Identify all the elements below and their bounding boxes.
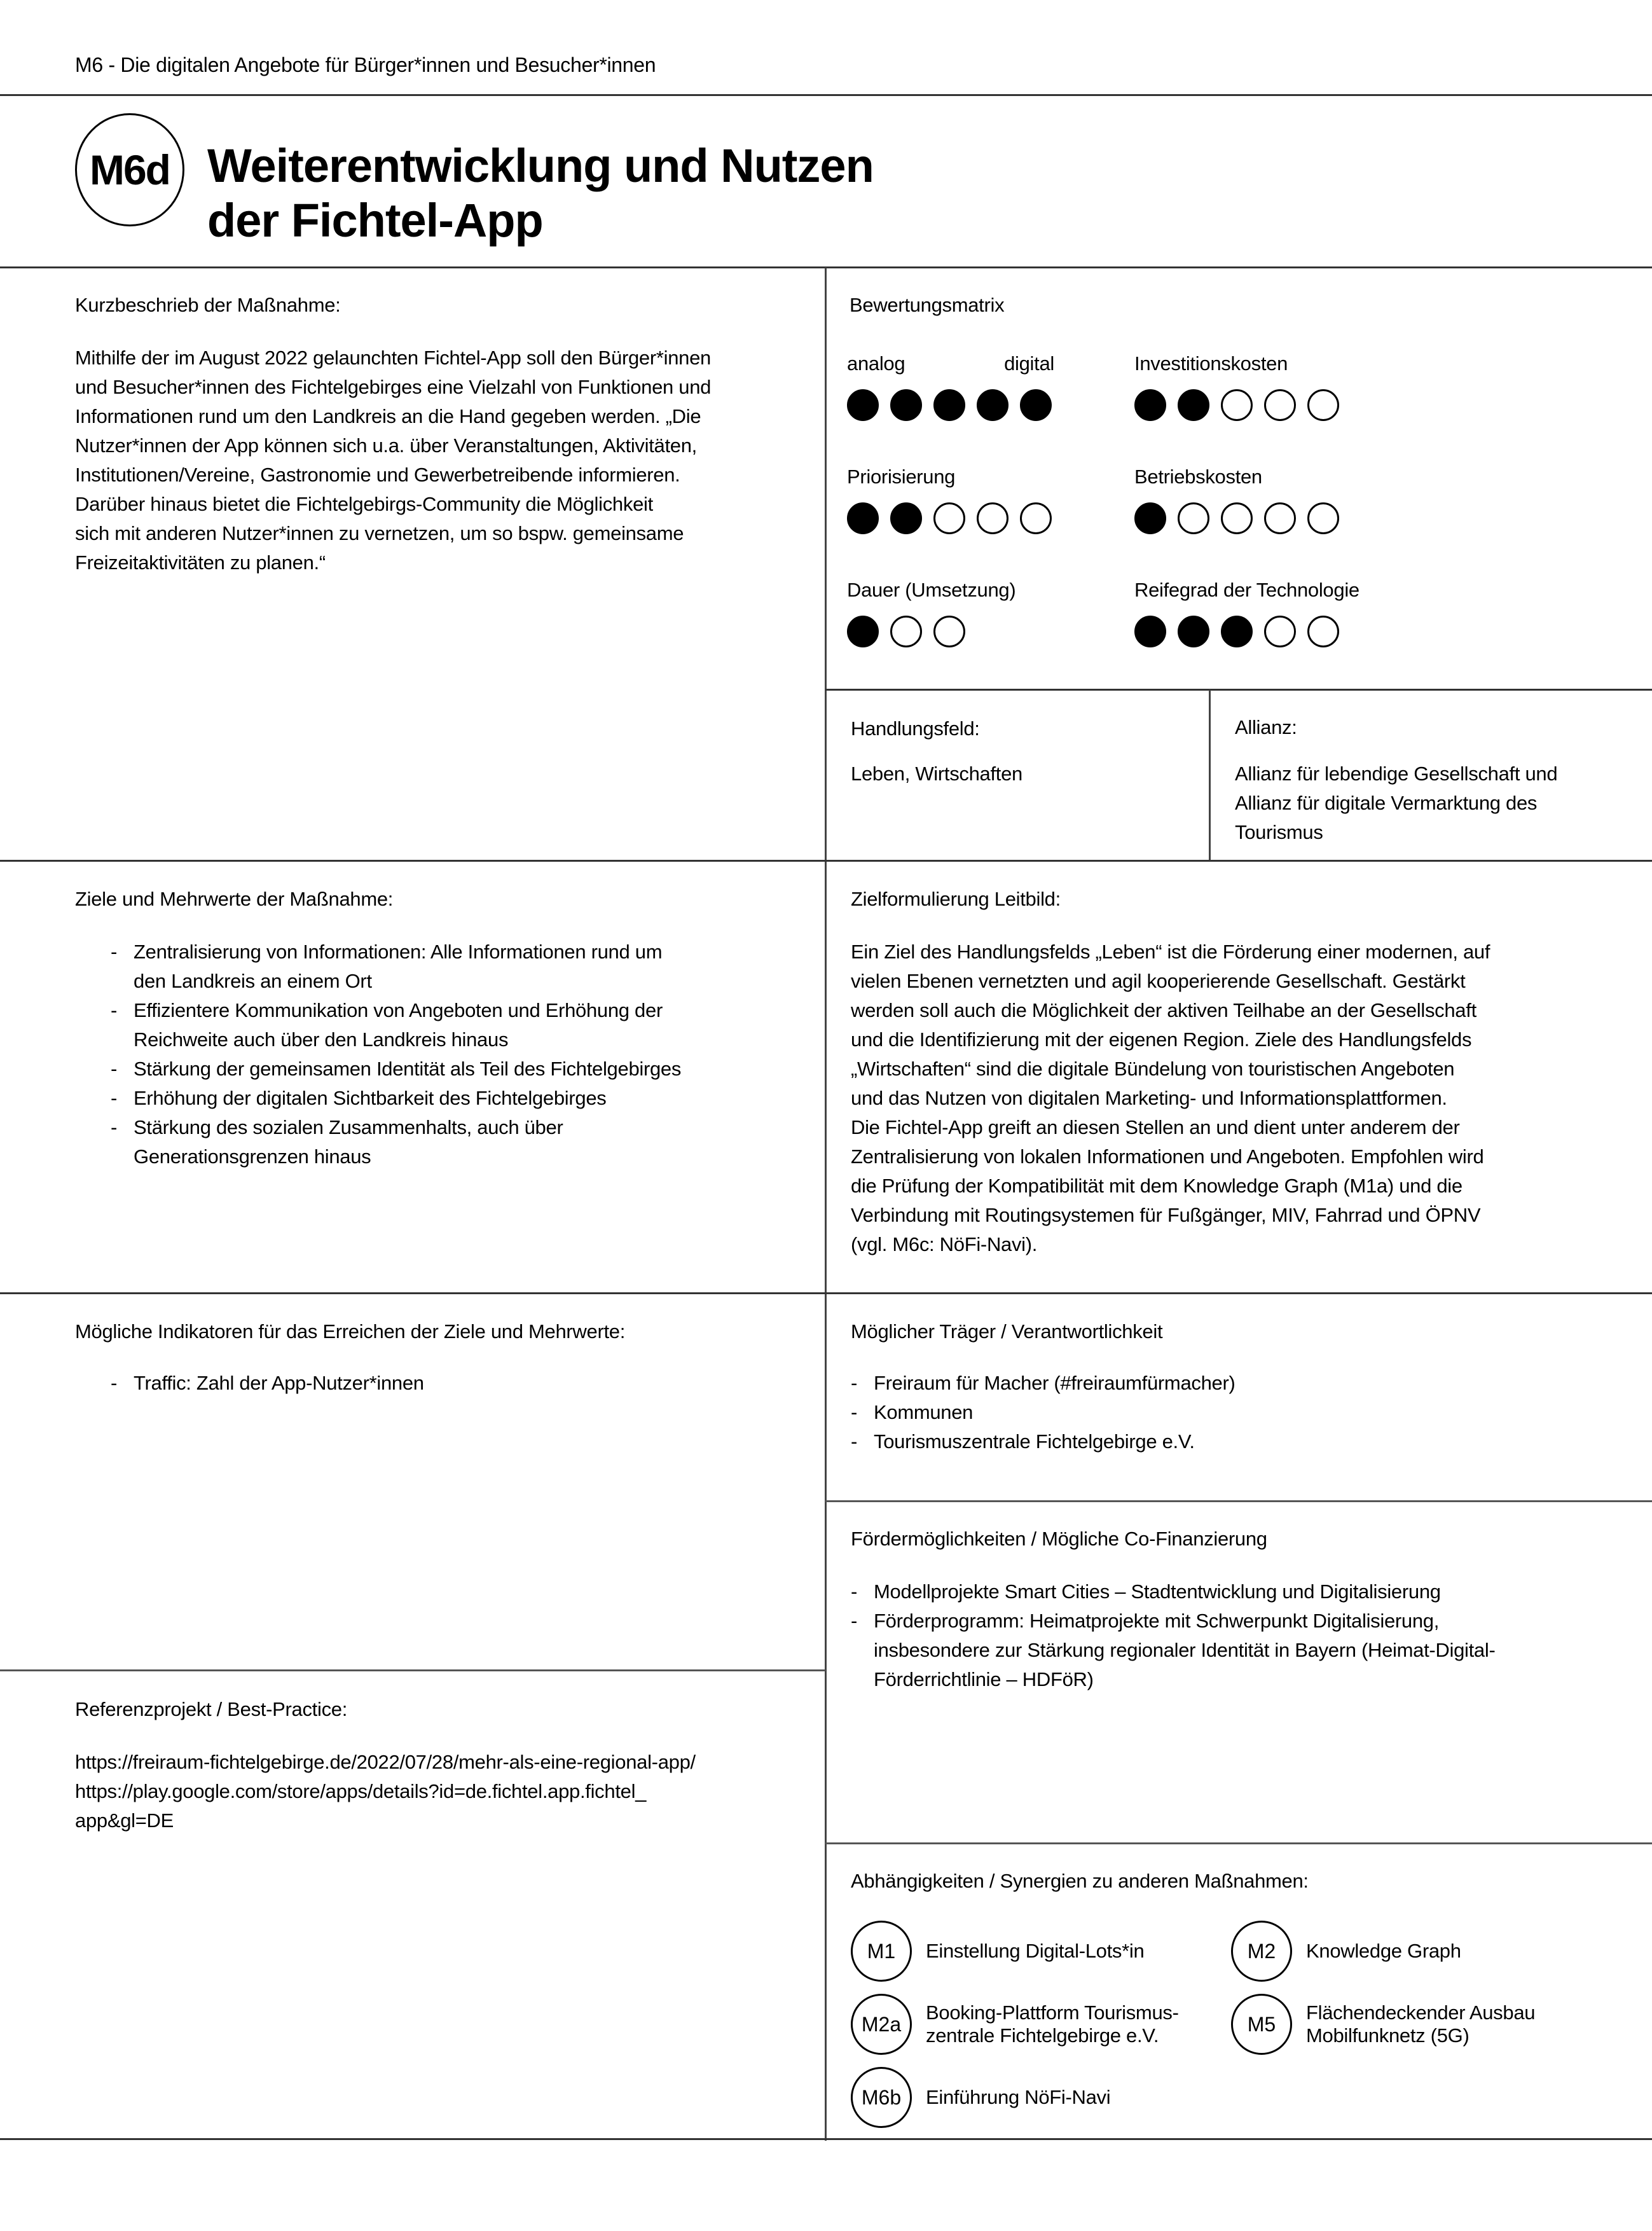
rating-dots bbox=[847, 616, 1015, 647]
criterion-label: Reifegrad der Technologie bbox=[1134, 579, 1359, 601]
criterion-label: Investitionskosten bbox=[1134, 352, 1288, 375]
divider bbox=[0, 1292, 1652, 1294]
list-item: - Förderprogramm: Heimatprojekte mit Schwerpunkt Digitalisierung, insbesondere zur Stärkung regionaler Identität in Bayern (Heimat-Digital- Förderrichtlinie – HDFöR) bbox=[851, 1606, 1639, 1694]
rating-dot-filled bbox=[933, 389, 965, 421]
reference-link-freiraum[interactable]: https://freiraum-fichtelgebirge.de/2022/07/28/mehr-als-eine-regional-app/ bbox=[75, 1751, 696, 1773]
text-line: Tourismus bbox=[1235, 821, 1323, 843]
rating-dots bbox=[1134, 502, 1339, 534]
section-heading: Fördermöglichkeiten / Mögliche Co-Finanzierung bbox=[851, 1528, 1267, 1550]
section-bewertungsmatrix bbox=[847, 294, 1638, 675]
reference-link-playstore[interactable]: https://play.google.com/store/apps/details?id=de.fichtel.app.fichtel_ app&gl=DE bbox=[75, 1780, 647, 1832]
criterion-betriebskosten bbox=[1134, 466, 1339, 534]
text-line: Darüber hinaus bietet die Fichtelgebirgs-Community die Möglichkeit bbox=[75, 493, 653, 515]
rating-dot-filled bbox=[847, 502, 879, 534]
dependency-m5[interactable] bbox=[1231, 1994, 1535, 2055]
column-divider bbox=[1209, 690, 1211, 861]
rating-dot-empty bbox=[1264, 502, 1296, 534]
referenz-links bbox=[75, 1748, 813, 1835]
section-abhaengigkeiten bbox=[851, 1870, 1639, 2131]
divider bbox=[825, 1500, 1652, 1502]
divider bbox=[0, 860, 1652, 862]
section-allianz bbox=[1235, 716, 1642, 847]
list-item: - Kommunen bbox=[851, 1398, 1639, 1427]
rating-dots bbox=[847, 389, 1057, 421]
divider bbox=[0, 94, 1652, 96]
label-analog: analog bbox=[847, 352, 905, 375]
list-item: - Stärkung des sozialen Zusammenhalts, auch über Generationsgrenzen hinaus bbox=[75, 1113, 813, 1171]
section-heading: Möglicher Träger / Verantwortlichkeit bbox=[851, 1320, 1163, 1343]
section-heading: Abhängigkeiten / Synergien zu anderen Maßnahmen: bbox=[851, 1870, 1309, 1892]
list-item: - Freiraum für Macher (#freiraumfürmacher) bbox=[851, 1369, 1639, 1398]
traeger-list bbox=[851, 1369, 1639, 1456]
section-heading: Allianz: bbox=[1235, 716, 1297, 738]
rating-dot-filled bbox=[847, 389, 879, 421]
rating-dot-empty bbox=[890, 616, 922, 647]
handlungsfeld-value: Leben, Wirtschaften bbox=[851, 763, 1023, 785]
ziele-list bbox=[75, 937, 813, 1171]
text-line: Verbindung mit Routingsystemen für Fußgänger, MIV, Fahrrad und ÖPNV bbox=[851, 1204, 1481, 1226]
measure-badge: M1 bbox=[851, 1921, 912, 1982]
section-heading: Kurzbeschrieb der Maßnahme: bbox=[75, 294, 341, 316]
rating-dot-empty bbox=[1307, 389, 1339, 421]
section-indikatoren bbox=[75, 1320, 813, 1398]
chapter-title: M6 - Die digitalen Angebote für Bürger*innen und Besucher*innen bbox=[75, 53, 656, 76]
measure-badge: M2 bbox=[1231, 1921, 1292, 1982]
divider bbox=[0, 1669, 825, 1671]
rating-dot-empty bbox=[1178, 502, 1209, 534]
section-leitbild bbox=[851, 888, 1639, 1259]
rating-dot-empty bbox=[1221, 389, 1253, 421]
rating-dot-filled bbox=[890, 502, 922, 534]
section-heading: Handlungsfeld: bbox=[851, 717, 980, 740]
list-item: - Zentralisierung von Informationen: Alle Informationen rund um den Landkreis an einem Ort bbox=[75, 937, 813, 996]
list-item: - Effizientere Kommunikation von Angeboten und Erhöhung der Reichweite auch über den Landkreis hinaus bbox=[75, 996, 813, 1054]
rating-dot-filled bbox=[1134, 616, 1166, 647]
text-line: (vgl. M6c: NöFi-Navi). bbox=[851, 1233, 1038, 1255]
text-line: „Wirtschaften“ sind die digitale Bündelung von touristischen Angeboten bbox=[851, 1058, 1455, 1080]
text-line: Ein Ziel des Handlungsfelds „Leben“ ist die Förderung einer modernen, auf bbox=[851, 941, 1490, 963]
section-referenz bbox=[75, 1698, 813, 1835]
section-heading: Bewertungsmatrix bbox=[850, 294, 1005, 316]
text-line: Institutionen/Vereine, Gastronomie und Gewerbetreibende informieren. bbox=[75, 464, 680, 486]
section-heading: Referenzprojekt / Best-Practice: bbox=[75, 1698, 348, 1720]
measure-badge: M6b bbox=[851, 2067, 912, 2128]
measure-badge: M6d bbox=[75, 113, 184, 226]
divider bbox=[825, 1842, 1652, 1844]
section-heading: Zielformulierung Leitbild: bbox=[851, 888, 1061, 910]
rating-dot-empty bbox=[1264, 389, 1296, 421]
foerderung-list bbox=[851, 1577, 1639, 1694]
page-title bbox=[207, 139, 874, 248]
criterion-analog-digital bbox=[847, 352, 1057, 421]
section-handlungsfeld bbox=[851, 717, 1194, 789]
divider bbox=[825, 689, 1652, 691]
rating-dot-empty bbox=[1307, 616, 1339, 647]
dependency-m2[interactable] bbox=[1231, 1921, 1461, 1982]
rating-dot-filled bbox=[1134, 502, 1166, 534]
measure-badge: M2a bbox=[851, 1994, 912, 2055]
section-kurzbeschrieb bbox=[75, 294, 813, 577]
dependency-m6b[interactable] bbox=[851, 2067, 1110, 2128]
description-text bbox=[75, 343, 813, 577]
rating-dot-empty bbox=[1221, 502, 1253, 534]
dependency-label: Knowledge Graph bbox=[1306, 1940, 1461, 1962]
text-line: und das Nutzen von digitalen Marketing- und Informationsplattformen. bbox=[851, 1087, 1447, 1109]
text-line: die Prüfung der Kompatibilität mit dem Knowledge Graph (M1a) und die bbox=[851, 1175, 1463, 1197]
list-item: - Traffic: Zahl der App-Nutzer*innen bbox=[75, 1369, 813, 1398]
rating-dots bbox=[1134, 616, 1359, 647]
rating-dot-empty bbox=[1264, 616, 1296, 647]
text-line: werden soll auch die Möglichkeit der aktiven Teilhabe an der Gesellschaft bbox=[851, 999, 1476, 1021]
criterion-reifegrad bbox=[1134, 579, 1359, 647]
section-traeger bbox=[851, 1320, 1639, 1456]
dependency-label: Einstellung Digital-Lots*in bbox=[926, 1940, 1145, 1962]
text-line: Freizeitaktivitäten zu planen.“ bbox=[75, 551, 326, 574]
dependency-label: Einführung NöFi-Navi bbox=[926, 2086, 1111, 2108]
criterion-label: Dauer (Umsetzung) bbox=[847, 579, 1016, 601]
rating-dot-empty bbox=[1020, 502, 1052, 534]
rating-dot-filled bbox=[1178, 616, 1209, 647]
dependency-label: Booking-Plattform Tourismus- zentrale Fichtelgebirge e.V. bbox=[926, 2001, 1179, 2047]
measure-badge: M5 bbox=[1231, 1994, 1292, 2055]
criterion-label: Priorisierung bbox=[847, 466, 956, 488]
rating-dot-filled bbox=[1134, 389, 1166, 421]
section-foerderung bbox=[851, 1528, 1639, 1694]
text-line: Die Fichtel-App greift an diesen Stellen an und dient unter anderem der bbox=[851, 1116, 1460, 1138]
page-title-line-1: Weiterentwicklung und Nutzen bbox=[207, 139, 874, 192]
text-line: Mithilfe der im August 2022 gelaunchten Fichtel-App soll den Bürger*innen bbox=[75, 347, 711, 369]
rating-dots bbox=[847, 502, 1052, 534]
rating-dot-empty bbox=[1307, 502, 1339, 534]
list-item: - Modellprojekte Smart Cities – Stadtentwicklung und Digitalisierung bbox=[851, 1577, 1639, 1606]
text-line: und Besucher*innen des Fichtelgebirges eine Vielzahl von Funktionen und bbox=[75, 376, 712, 398]
text-line: Allianz für digitale Vermarktung des bbox=[1235, 792, 1538, 814]
page-title-line-2: der Fichtel-App bbox=[207, 194, 543, 247]
label-digital: digital bbox=[1004, 352, 1054, 375]
section-heading: Mögliche Indikatoren für das Erreichen der Ziele und Mehrwerte: bbox=[75, 1320, 626, 1343]
criterion-priorisierung bbox=[847, 466, 1052, 534]
list-item: - Tourismuszentrale Fichtelgebirge e.V. bbox=[851, 1427, 1639, 1456]
rating-dots bbox=[1134, 389, 1339, 421]
rating-dot-empty bbox=[933, 502, 965, 534]
rating-dot-filled bbox=[847, 616, 879, 647]
leitbild-text bbox=[851, 937, 1639, 1259]
rating-dot-empty bbox=[977, 502, 1008, 534]
section-ziele bbox=[75, 888, 813, 1171]
rating-dot-filled bbox=[1221, 616, 1253, 647]
text-line: Informationen rund um den Landkreis an die Hand gegeben werden. „Die bbox=[75, 405, 701, 427]
rating-dot-filled bbox=[1020, 389, 1052, 421]
text-line: Nutzer*innen der App können sich u.a. über Veranstaltungen, Aktivitäten, bbox=[75, 434, 697, 457]
text-line: Zentralisierung von lokalen Informationen und Angeboten. Empfohlen wird bbox=[851, 1145, 1484, 1168]
column-divider bbox=[825, 268, 827, 2141]
text-line: sich mit anderen Nutzer*innen zu vernetzen, um so bspw. gemeinsame bbox=[75, 522, 684, 544]
dependency-m2a[interactable] bbox=[851, 1994, 1179, 2055]
divider bbox=[0, 2138, 1652, 2140]
criterion-dauer bbox=[847, 579, 1015, 647]
list-item: - Erhöhung der digitalen Sichtbarkeit des Fichtelgebirges bbox=[75, 1084, 813, 1113]
text-line: und die Identifizierung mit der eigenen Region. Ziele des Handlungsfelds bbox=[851, 1028, 1472, 1051]
indikatoren-list bbox=[75, 1369, 813, 1398]
dependency-m1[interactable] bbox=[851, 1921, 1144, 1982]
section-heading: Ziele und Mehrwerte der Maßnahme: bbox=[75, 888, 394, 910]
criterion-investitionskosten bbox=[1134, 352, 1339, 421]
rating-dot-filled bbox=[977, 389, 1008, 421]
rating-dot-empty bbox=[933, 616, 965, 647]
rating-dot-filled bbox=[1178, 389, 1209, 421]
text-line: Allianz für lebendige Gesellschaft und bbox=[1235, 763, 1558, 785]
allianz-value bbox=[1235, 759, 1642, 847]
text-line: vielen Ebenen vernetzten und agil kooperierende Gesellschaft. Gestärkt bbox=[851, 970, 1466, 992]
criterion-label: Betriebskosten bbox=[1134, 466, 1262, 488]
dependency-label: Flächendeckender Ausbau Mobilfunknetz (5G) bbox=[1306, 2001, 1536, 2047]
rating-dot-filled bbox=[890, 389, 922, 421]
list-item: - Stärkung der gemeinsamen Identität als Teil des Fichtelgebirges bbox=[75, 1054, 813, 1084]
